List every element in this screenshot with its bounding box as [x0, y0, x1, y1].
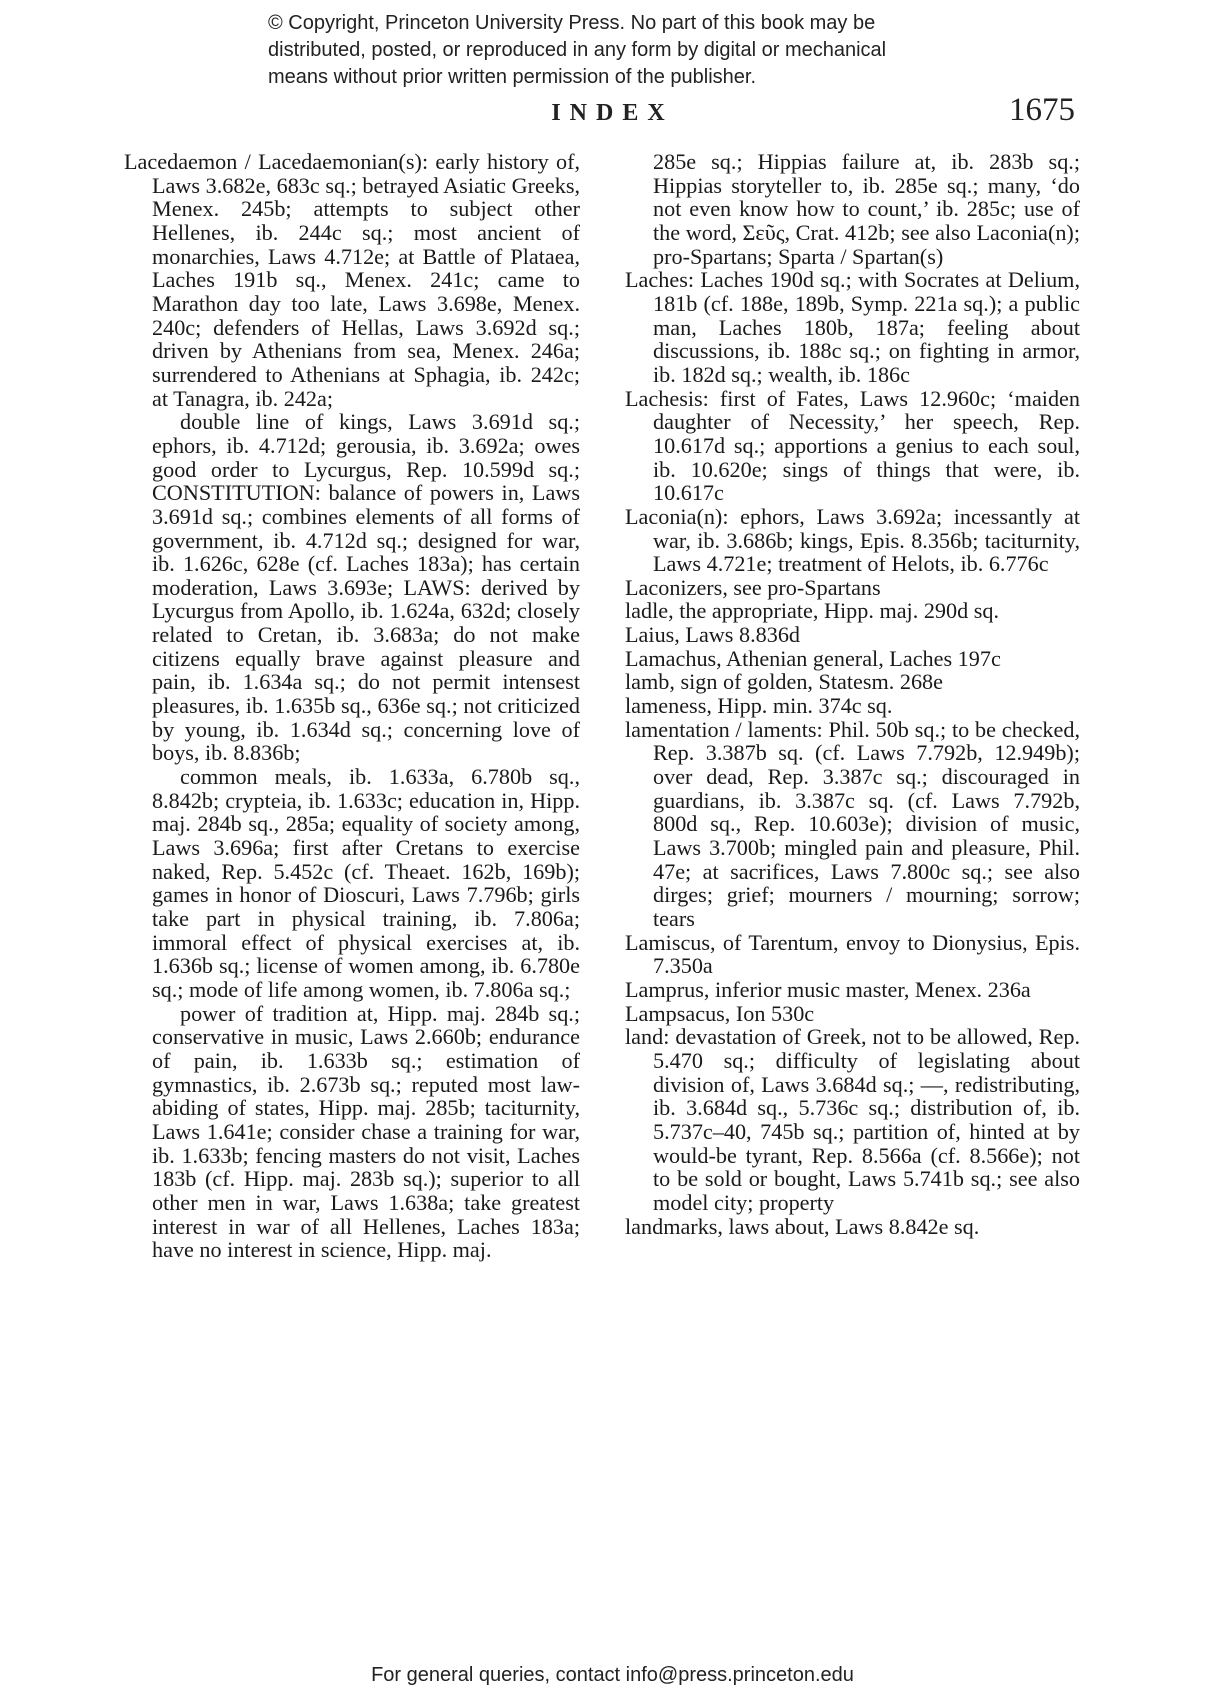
index-entry: Lamprus, inferior music master, Menex. 236a — [625, 976, 1031, 1002]
index-column-right — [625, 150, 1080, 1238]
copyright-line: distributed, posted, or reproduced in any form by digital or mechanical — [268, 39, 887, 61]
index-column-left — [124, 150, 580, 1262]
index-entry-continuation: 285e sq.; Hippias failure at, ib. 283b sq.; Hippias storyteller to, ib. 285e sq.; many, ‘do not even know how to count,’ ib. 285c; use of the word, Σεῦς, Crat. 412b; see also Laconia(n); pro-Spartans; Sparta / Spartan(s) — [653, 149, 1080, 269]
index-entry: Laconia(n): ephors, Laws 3.692a; incessantly at war, ib. 3.686b; kings, Epis. 8.356b; taciturnity, Laws 4.721e; treatment of Helots, ib. 6.776c — [625, 503, 1080, 577]
index-entry: Laius, Laws 8.836d — [625, 622, 801, 648]
index-entry: Lacedaemon / Lacedaemonian(s): early history of, Laws 3.682e, 683c sq.; betrayed Asiatic Greeks, Menex. 245b; attempts to subject other Hellenes, ib. 244c sq.; most ancient of monarchies, Laws 4.712e; at Battle of Plataea, Laches 191b sq., Menex. 241c; came to Marathon day too late, Laws 3.698e, Menex. 240c; defenders of Hellas, Laws 3.692d sq.; driven by Athenians from sea, Menex. 246a; surrendered to Athenians at Sphagia, ib. 242c; at Tanagra, ib. 242a; — [124, 149, 580, 411]
copyright-line: © Copyright, Princeton University Press. No part of this book may be — [268, 12, 876, 34]
index-entry: Lamachus, Athenian general, Laches 197c — [625, 645, 1001, 671]
index-entry: ladle, the appropriate, Hipp. maj. 290d sq. — [625, 598, 1000, 624]
page-number: 1675 — [1009, 92, 1075, 128]
index-entry: Lachesis: first of Fates, Laws 12.960c; ‘maiden daughter of Necessity,’ her speech, Rep. 10.617d sq.; apportions a genius to each soul, ib. 10.620e; sings of things that were, ib. 10.617c — [625, 385, 1080, 506]
index-entry: Lamiscus, of Tarentum, envoy to Dionysius, Epis. 7.350a — [625, 929, 1080, 979]
index-entry: Laches: Laches 190d sq.; with Socrates at Delium, 181b (cf. 188e, 189b, Symp. 221a sq.); a public man, Laches 180b, 187a; feeling about discussions, ib. 188c sq.; on fighting in armor, ib. 182d sq.; wealth, ib. 186c — [625, 267, 1080, 387]
running-head-title: INDEX — [551, 100, 674, 126]
index-entry-continuation: common meals, ib. 1.633a, 6.780b sq., 8.842b; crypteia, ib. 1.633c; education in, Hipp. maj. 284b sq., 285a; equality of society among, Laws 3.696a; first after Cretans to exercise naked, Rep. 5.452c (cf. Theaet. 162b, 169b); games in honor of Dioscuri, Laws 7.796b; girls take part in physical training, ib. 7.806a; immoral effect of physical exercises at, ib. 1.636b sq.; license of women among, ib. 6.780e sq.; mode of life among women, ib. 7.806a sq.; — [152, 764, 580, 1002]
copyright-line: means without prior written permission of the publisher. — [268, 66, 757, 88]
index-entry: Lampsacus, Ion 530c — [625, 1000, 815, 1026]
index-entry-continuation: double line of kings, Laws 3.691d sq.; ephors, ib. 4.712d; gerousia, ib. 3.692a; owes good order to Lycurgus, Rep. 10.599d sq.; CONSTITUTION: balance of powers in, Laws 3.691d sq.; combines elements of all forms of government, ib. 4.712d sq.; designed for war, ib. 1.626c, 628e (cf. Laches 183a); has certain moderation, Laws 3.693e; LAWS: derived by Lycurgus from Apollo, ib. 1.624a, 632d; closely related to Cretan, ib. 3.683a; do not make citizens equally brave against pleasure and pain, ib. 1.634a sq.; do not permit intensest pleasures, ib. 1.635b sq., 636e sq.; not criticized by young, ib. 1.634d sq.; concerning love of boys, ib. 8.836b; — [152, 409, 580, 766]
index-entry: lamb, sign of golden, Statesm. 268e — [625, 669, 943, 695]
index-entry: land: devastation of Greek, not to be allowed, Rep. 5.470 sq.; difficulty of legislating about division of, Laws 3.684d sq.; —, redistributing, ib. 3.684d sq., 5.736c sq.; distribution of, ib. 5.737c–40, 745b sq.; partition of, hinted at by would-be tyrant, Rep. 8.566a (cf. 8.566e); not to be sold or bought, Laws 5.741b sq.; see also model city; property — [625, 1024, 1080, 1215]
index-entry-continuation: power of tradition at, Hipp. maj. 284b sq.; conservative in music, Laws 2.660b; endurance of pain, ib. 1.633b sq.; estimation of gymnastics, ib. 2.673b sq.; reputed most law-abiding of states, Hipp. maj. 285b; taciturnity, Laws 1.641e; consider chase a training for war, ib. 1.633b; fencing masters do not visit, Laches 183b (cf. Hipp. maj. 283b sq.); superior to all other men in war, Laws 1.638a; take greatest interest in war of all Hellenes, Laches 183a; have no interest in science, Hipp. maj. — [152, 1000, 580, 1263]
footer-contact: For general queries, contact info@press.princeton.edu — [371, 1664, 854, 1686]
copyright-notice — [268, 10, 1028, 91]
index-entry: lamentation / laments: Phil. 50b sq.; to be checked, Rep. 3.387b sq. (cf. Laws 7.792b, 12.949b); over dead, Rep. 3.387c sq.; discouraged in guardians, ib. 3.387c sq. (cf. Laws 7.792b, 800d sq., Rep. 10.603e); division of music, Laws 3.700b; mingled pain and pleasure, Phil. 47e; at sacrifices, Laws 7.800c sq.; see also dirges; grief; mourners / mourning; sorrow; tears — [625, 716, 1080, 931]
index-entry: landmarks, laws about, Laws 8.842e sq. — [625, 1213, 980, 1239]
index-entry: lameness, Hipp. min. 374c sq. — [625, 693, 893, 719]
index-entry: Laconizers, see pro-Spartans — [625, 574, 881, 600]
